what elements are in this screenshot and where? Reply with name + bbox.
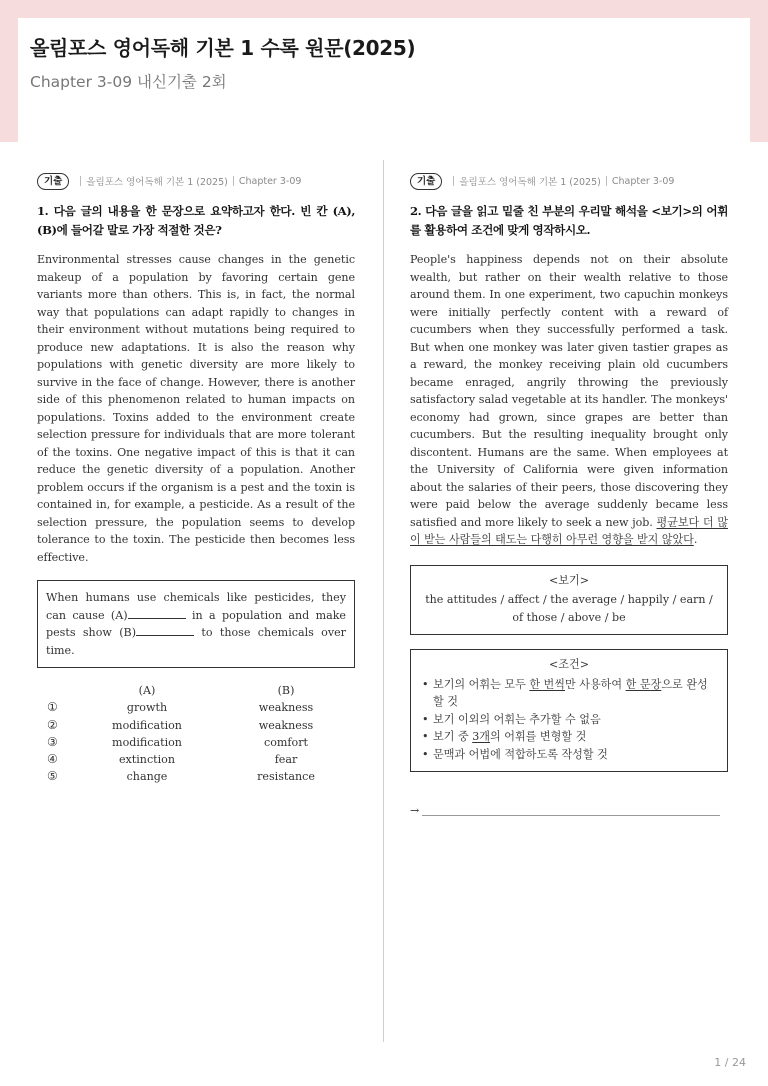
column-divider: [383, 160, 384, 1042]
condition-underline: 한 번씩: [529, 677, 565, 691]
condition-4: • 문맥과 어법에 적합하도록 작성할 것: [421, 746, 717, 764]
summary-text-1: When humans use chemicals like pesticides, they can cause (A): [46, 591, 346, 622]
choice-row-3[interactable]: [37, 734, 355, 751]
choice-row-2[interactable]: [37, 717, 355, 734]
question-1-source-line: [37, 172, 355, 190]
condition-2: • 보기 이외의 어휘는 추가할 수 없음: [421, 711, 717, 729]
page-indicator: 1 / 24: [714, 1056, 746, 1069]
bogi-box: [410, 565, 728, 636]
bogi-words: the attitudes / affect / the average / happily / earn / of those / above / be: [425, 593, 713, 624]
choice-a: modification: [112, 718, 182, 732]
choice-number: ②: [47, 717, 58, 732]
separator: [233, 176, 234, 186]
question-2-prompt-text: 2. 다음 글을 읽고 밑줄 친 부분의 우리말 해석을 <보기>의 어휘를 활용하여 조건에 맞게 영작하시오.: [410, 204, 728, 237]
choice-a: extinction: [118, 753, 176, 767]
question-2-prompt: [410, 202, 728, 240]
conditions-title: <조건>: [548, 658, 590, 671]
choice-b: resistance: [257, 770, 315, 784]
choice-number: ⑤: [47, 769, 58, 784]
conditions-box: [410, 649, 728, 772]
column-header-a: (A): [138, 684, 156, 697]
choice-b: comfort: [264, 735, 308, 749]
condition-text: 보기의 어휘는 모두: [433, 677, 530, 691]
condition-underline: 3개: [472, 730, 490, 743]
choice-number: ①: [47, 700, 58, 715]
separator: [80, 176, 81, 186]
arrow-icon: →: [410, 804, 420, 817]
choice-b: weakness: [258, 718, 314, 732]
document-subtitle: Chapter 3-09 내신기출 2회: [30, 73, 227, 91]
choice-number: ④: [47, 752, 58, 767]
condition-text: 으로 완성할 것: [433, 677, 708, 708]
summary-box: [37, 580, 355, 668]
choice-a: change: [126, 770, 168, 784]
choice-row-5[interactable]: [37, 768, 355, 785]
condition-text: 보기 중: [433, 730, 473, 743]
choice-row-1[interactable]: [37, 699, 355, 716]
header-spacer: [37, 682, 77, 699]
question-1-column: [37, 172, 355, 786]
choice-number: ③: [47, 734, 58, 749]
exam-badge: 기출: [410, 173, 442, 190]
passage-text: People's happiness depends not on their absolute wealth, but rather on their wealth relative to those around them. In one experiment, two capuchin monkeys were initially perfectly content with a reward of cucumbers when they successfully performed a task. But when one monkey was later given tastier grapes as a reward, the monkey receiving plain old cucumbers became enraged, angrily throwing the previously satisfactory salad vegetable at its handler. The monkeys' economy had grown, since grapes are better than cucumbers. But the resulting inequality brought only discontent. Humans are the same. When employees at the University of California were given information about the salaries of their peers, those discovering they were paid below the average suddenly became less satisfied and more likely to seek a new job.: [410, 253, 728, 529]
exam-badge: 기출: [37, 173, 69, 190]
choice-a: growth: [126, 701, 168, 715]
condition-3: [421, 728, 717, 746]
separator: [606, 176, 607, 186]
source-book: 올림포스 영어독해 기본 1 (2025): [459, 177, 601, 188]
summary-text-3: to those chemicals over time.: [46, 626, 346, 657]
question-2-column: [410, 172, 728, 816]
question-1-prompt-text: 1. 다음 글의 내용을 한 문장으로 요약하고자 한다. 빈 칸 (A), (B)에 들어갈 말로 가장 적절한 것은?: [37, 204, 355, 237]
summary-text-2: in a population and make pests show (B): [46, 608, 346, 639]
condition-text: 의 어휘를 변형할 것: [489, 730, 587, 743]
question-1-prompt: [37, 202, 355, 240]
condition-underline: 한 문장: [625, 677, 662, 691]
document-title: 올림포스 영어독해 기본 1 수록 원문(2025): [30, 36, 416, 60]
question-2-source-line: [410, 172, 728, 190]
choice-row-4[interactable]: [37, 751, 355, 768]
choice-b: weakness: [258, 701, 314, 715]
separator: [453, 176, 454, 186]
answer-rule[interactable]: [422, 806, 720, 816]
choices-header-row: [37, 682, 355, 699]
choice-a: modification: [112, 735, 182, 749]
choice-b: fear: [274, 753, 298, 767]
passage-end: .: [693, 533, 698, 546]
answer-line[interactable]: [410, 802, 728, 816]
answer-choices-table: [37, 682, 355, 786]
source-chapter: Chapter 3-09: [611, 175, 675, 187]
bogi-title: <보기>: [548, 573, 590, 587]
condition-1: [421, 676, 717, 711]
underlined-korean-phrase: 평균보다 더 많이 받는 사람들의 태도는 다행히 아무런 영향을 받지 않았다: [410, 515, 729, 546]
question-2-passage: [410, 251, 728, 549]
blank-a: [128, 607, 186, 619]
column-header-b: (B): [277, 684, 295, 697]
question-1-passage: Environmental stresses cause changes in the genetic makeup of a population by favoring certain gene variants more than others. This is, in fact, the normal way that populations can adapt rapidly to changes in their environment without mutations being required to produce new adaptations. It is also the reason why populations with genetic diversity are more likely to survive in the face of change. However, there is another side of this phenomenon related to human impacts on populations. Toxins added to the environment create selection pressure for individuals that are more tolerant of the toxins. One negative impact of this is that it can reduce the genetic diversity of a population. Another problem occurs if the organism is a pest and the toxin is contained in, for example, a pesticide. As a result of the selection pressure, the population seems to develop tolerance to the toxin. The pesticide then becomes less effective.: [37, 253, 355, 564]
condition-text: 만 사용하여: [565, 677, 626, 691]
source-book: 올림포스 영어독해 기본 1 (2025): [86, 177, 228, 188]
source-chapter: Chapter 3-09: [238, 175, 302, 187]
blank-b: [136, 624, 194, 636]
